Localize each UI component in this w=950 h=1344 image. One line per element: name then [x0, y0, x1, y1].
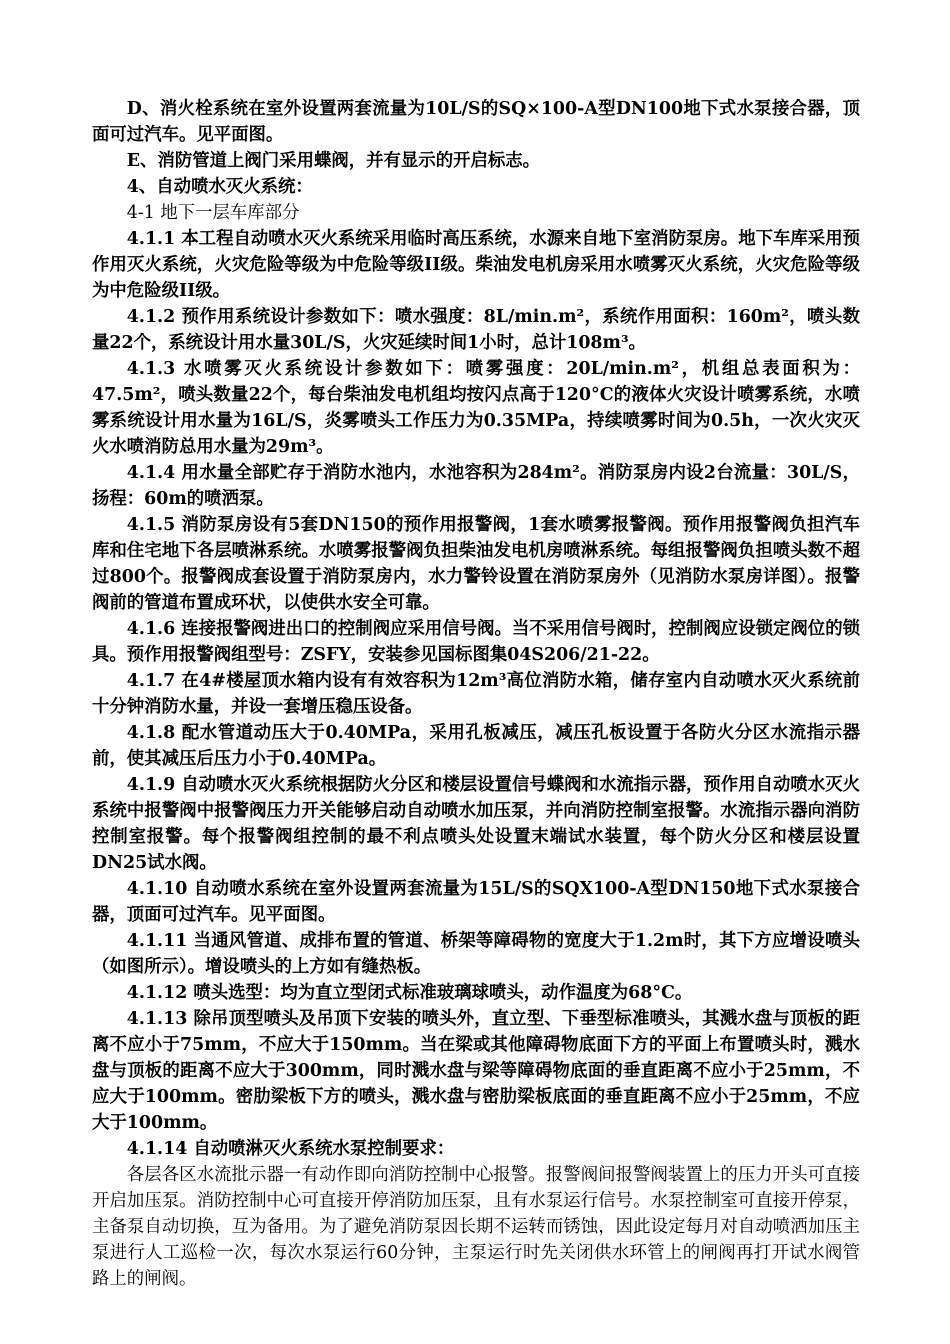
- paragraph-4-1-9: 4.1.9 自动喷水灭火系统根据防火分区和楼层设置信号蝶阀和水流指示器，预作用自动喷水灭火系统中报警阀中报警阀压力开关能够启动自动喷水加压泵，并向消防控制室报警。水流指示器向消防控制室报警。每个报警阀组控制的最不利点喷头处设置末端试水装置，每个防火分区和楼层设置DN25试水阀。: [92, 775, 860, 873]
- paragraph-4-1-11: 4.1.11 当通风管道、成排布置的管道、桥架等障碍物的宽度大于1.2m时，其下方应增设喷头（如图所示）。增设喷头的上方如有缝热板。: [92, 931, 860, 977]
- paragraph-4-1-3: 4.1.3 水喷雾灭火系统设计参数如下：喷雾强度：20L/min.m²，机组总表面积为：47.5m²，喷头数量22个，每台柴油发电机组均按闪点高于120°C的液体火灾设计喷雾系统，水喷雾系统设计用水量为16L/S，炎雾喷头工作压力为0.35MPa，持续喷雾时间为0.5h，一次火灾灭火水喷消防总用水量为29m³。: [92, 359, 860, 457]
- paragraph-4-1-1: 4.1.1 本工程自动喷水灭火系统采用临时高压系统，水源来自地下室消防泵房。地下车库采用预作用灭火系统，火灾危险等级为中危险等级II级。柴油发电机房采用水喷雾灭火系统，火灾危险等级为中危险级II级。: [92, 229, 860, 301]
- paragraph-4-1-6: 4.1.6 连接报警阀进出口的控制阀应采用信号阀。当不采用信号阀时，控制阀应设锁定阀位的锁具。预作用报警阀组型号：ZSFY，安装参见国标图集04S206/21-22。: [92, 619, 860, 665]
- paragraph-4-1-12: 4.1.12 喷头选型：均为直立型闭式标准玻璃球喷头，动作温度为68°C。: [126, 983, 693, 1003]
- paragraph-4-1-10: 4.1.10 自动喷水系统在室外设置两套流量为15L/S的SQX100-A型DN150地下式水泵接合器，顶面可过汽车。见平面图。: [92, 879, 860, 925]
- paragraph-d-hydrant-connector: D、消火栓系统在室外设置两套流量为10L/S的SQ×100-A型DN100地下式水泵接合器，顶面可过汽车。见平面图。: [92, 99, 860, 145]
- paragraph-e-butterfly-valve: E、消防管道上阀门采用蝶阀，并有显示的开启标志。: [126, 151, 541, 171]
- paragraph-4-1-5: 4.1.5 消防泵房设有5套DN150的预作用报警阀，1套水喷雾报警阀。预作用报警阀负担汽车库和住宅地下各层喷淋系统。水喷雾报警阀负担柴油发电机房喷淋系统。每组报警阀负担喷头数不超过800个。报警阀成套设置于消防泵房内，水力警铃设置在消防泵房外（见消防水泵房详图）。报警阀前的管道布置成环状，以使供水安全可靠。: [92, 515, 860, 613]
- paragraph-pump-control: 各层各区水流批示器一有动作即向消防控制中心报警。报警阀间报警阀装置上的压力开头可直接开启加压泵。消防控制中心可直接开停消防加压泵，且有水泵运行信号。水泵控制室可直接开停泵，主备泵自动切换，互为备用。为了避免消防泵因长期不运转而锈蚀，因此设定每月对自动喷洒加压主泵进行人工巡检一次，每次水泵运行60分钟，主泵运行时先关闭供水环管上的闸阀再打开试水阀管路上的闸阀。: [92, 1165, 860, 1289]
- section-heading-sprinkler: 4、自动喷水灭火系统：: [126, 177, 313, 197]
- paragraph-4-1-2: 4.1.2 预作用系统设计参数如下：喷水强度：8L/min.m²，系统作用面积：160m²，喷头数量22个，系统设计用水量30L/S，火灾延续时间1小时，总计108m³。: [92, 307, 860, 353]
- document-body: [92, 96, 860, 1292]
- paragraph-4-1-4: 4.1.4 用水量全部贮存于消防水池内，水池容积为284m²。消防泵房内设2台流量：30L/S，扬程：60m的喷洒泵。: [92, 463, 860, 509]
- paragraph-4-1-8: 4.1.8 配水管道动压大于0.40MPa，采用孔板减压，减压孔板设置于各防火分区水流指示器前，使其减压后压力小于0.40MPa。: [92, 723, 860, 769]
- paragraph-4-1-14: 4.1.14 自动喷淋灭火系统水泵控制要求：: [126, 1139, 455, 1159]
- paragraph-4-1-7: 4.1.7 在4#楼屋顶水箱内设有有效容积为12m³高位消防水箱，储存室内自动喷水灭火系统前十分钟消防水量，并设一套增压稳压设备。: [92, 671, 860, 717]
- paragraph-4-1-13: 4.1.13 除吊顶型喷头及吊顶下安装的喷头外，直立型、下垂型标准喷头，其溅水盘与顶板的距离不应小于75mm，不应大于150mm。当在梁或其他障碍物底面下方的平面上布置喷头时，溅水盘与顶板的距离不应大于300mm，同时溅水盘与梁等障碍物底面的垂直距离不应小于25mm，不应大于100mm。密肋梁板下方的喷头，溅水盘与密肋梁板底面的垂直距离不应小于25mm，不应大于100mm。: [92, 1009, 860, 1133]
- subsection-heading-garage: 4-1 地下一层车库部分: [126, 203, 300, 223]
